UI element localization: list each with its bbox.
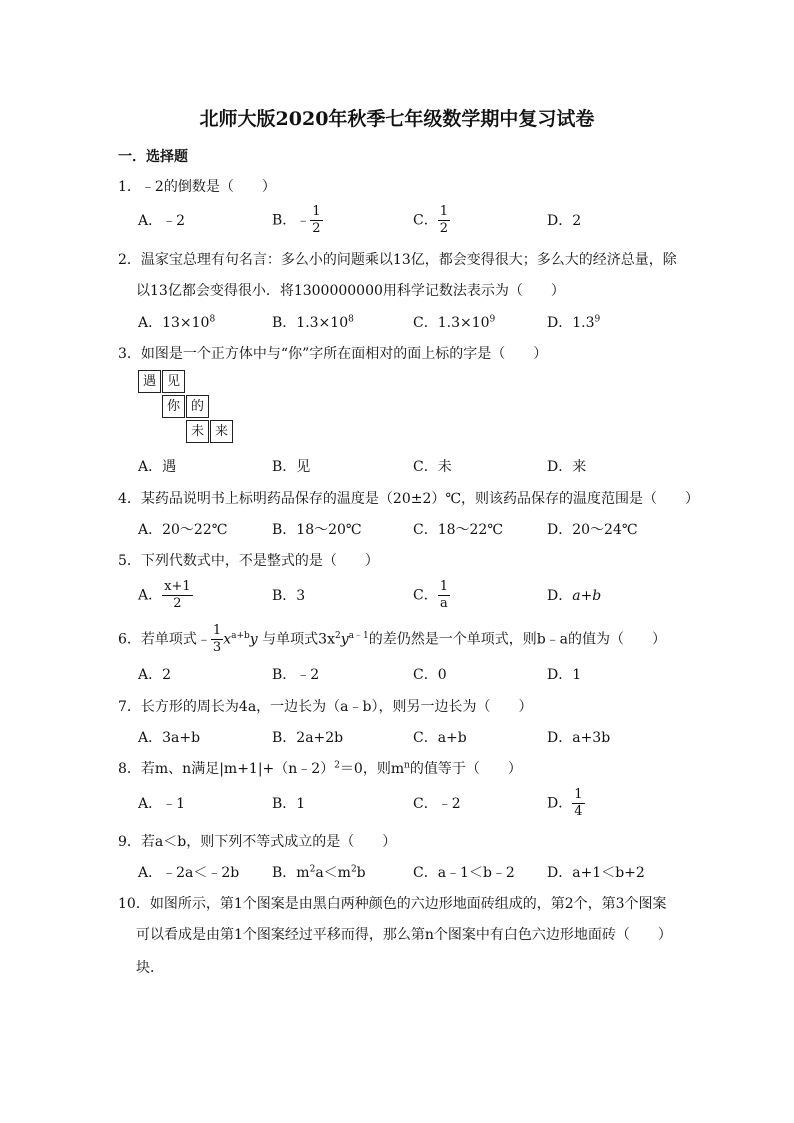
net-cell-5: 未 — [186, 420, 209, 443]
q5-option-a-prefix: A． — [138, 587, 163, 604]
q5-option-d-prefix: D． — [547, 588, 573, 604]
q6-var-y: y — [249, 631, 258, 648]
q8-stem-part3: 的值等于（ ） — [409, 761, 522, 777]
q2-option-c-exponent: 9 — [489, 314, 496, 325]
q8-option-b: B．1 — [272, 796, 306, 812]
q6-option-c: C．0 — [413, 667, 447, 683]
q6-x2-exponent: 2 — [334, 630, 341, 641]
q1-option-b-fraction — [310, 204, 322, 237]
question-7-stem: 7．长方形的周长为4a，一边长为（a﹣b），则另一边长为（ ） — [118, 699, 533, 715]
question-2-stem-line2: 以13亿都会变得很小．将1300000000用科学记数法表示为（ ） — [136, 283, 565, 299]
q9-option-b-exp1: 2 — [309, 864, 316, 875]
q2-option-b-exponent: 8 — [348, 314, 354, 325]
question-5-stem: 5．下列代数式中，不是整式的是（ ） — [118, 553, 379, 569]
q5-option-a — [138, 579, 193, 612]
q8-option-c: C．﹣2 — [413, 796, 461, 812]
q9-option-b-part3: b — [356, 865, 366, 881]
q6-var-x: x — [223, 631, 232, 648]
q6-fraction — [211, 623, 223, 656]
q9-option-b-part2: a＜m — [315, 865, 351, 881]
q2-option-c-base: C．1.3×10 — [413, 315, 490, 331]
q5-option-c-fraction — [438, 579, 450, 612]
q1-option-c-prefix: C． — [413, 212, 438, 229]
q3-option-a: A．遇 — [138, 459, 177, 475]
q2-option-c — [413, 312, 495, 332]
fraction-numerator: 1 — [439, 204, 448, 219]
q2-option-a-exponent: 8 — [209, 314, 216, 325]
q6-option-a: A．2 — [138, 667, 172, 683]
q3-option-d: D．来 — [547, 459, 587, 475]
fraction-numerator: 1 — [312, 204, 321, 219]
question-6-stem — [118, 623, 666, 656]
q1-option-c-fraction — [438, 204, 450, 237]
q4-option-d: D．20～24℃ — [547, 522, 638, 538]
q5-option-c-prefix: C． — [413, 587, 438, 604]
q4-option-b: B．18～20℃ — [272, 522, 362, 538]
q9-option-b-part1: B．m — [272, 865, 310, 881]
question-8-stem — [118, 758, 522, 778]
question-10-stem-line3: 块． — [136, 960, 164, 976]
question-1-stem: 1．﹣2的倒数是（ ） — [118, 179, 276, 195]
q9-option-c: C．a﹣1＜b﹣2 — [413, 865, 515, 881]
q6-var-y2: y — [340, 631, 349, 648]
q7-option-c: C．a+b — [413, 730, 467, 746]
net-cell-6: 来 — [210, 420, 233, 443]
question-10-stem-line1: 10．如图所示，第1个图案是由黑白两种颜色的六边形地面砖组成的，第2个，第3个图案 — [118, 896, 667, 912]
q5-option-d — [547, 585, 601, 605]
q9-option-b-exp2: 2 — [350, 864, 357, 875]
question-3-stem: 3．如图是一个正方体中与“你”字所在面相对的面上标的字是（ ） — [118, 346, 548, 362]
page-title: 北师大版2020年秋季七年级数学期中复习试卷 — [199, 108, 595, 130]
q6-stem-part1: 6．若单项式﹣ — [118, 631, 211, 648]
q7-option-d: D．a+3b — [547, 730, 611, 746]
fraction-denominator: 3 — [212, 640, 222, 655]
cube-net-figure — [138, 370, 238, 444]
q6-y2-exponent: a﹣1 — [348, 630, 369, 641]
question-2-stem-line1: 2．温家宝总理有句名言：多么小的问题乘以13亿，都会变得很大；多么大的经济总量，除 — [118, 252, 677, 268]
q6-option-b: B．﹣2 — [272, 667, 320, 683]
q8-option-d-fraction — [572, 787, 584, 820]
q5-option-c — [413, 579, 450, 612]
q2-option-d-exponent: 9 — [594, 314, 601, 325]
fraction-denominator: 4 — [574, 804, 583, 819]
q8-stem-part2: ＝0，则m — [339, 761, 405, 777]
question-9-stem: 9．若a＜b，则下列不等式成立的是（ ） — [118, 834, 397, 850]
q8-exponent-n: n — [404, 760, 410, 771]
q1-option-b-prefix: B．﹣ — [272, 212, 311, 229]
fraction-denominator: 2 — [173, 596, 182, 611]
net-cell-3: 你 — [162, 395, 185, 418]
q3-option-c: C．未 — [413, 459, 452, 475]
q2-option-b — [272, 312, 354, 332]
net-cell-2: 见 — [162, 370, 185, 393]
q9-option-d: D．a+1＜b+2 — [547, 865, 645, 881]
q9-option-a: A．﹣2a＜﹣2b — [138, 865, 240, 881]
q8-option-a: A．﹣1 — [138, 796, 186, 812]
q8-exponent: 2 — [334, 760, 340, 771]
section-heading: 一．选择题 — [118, 149, 188, 165]
q2-option-a-base: A．13×10 — [138, 315, 210, 331]
question-4-stem: 4．某药品说明书上标明药品保存的温度是（20±2）℃，则该药品保存的温度范围是（ ） — [118, 491, 700, 507]
q6-stem-part3: 的差仍然是一个单项式，则b﹣a的值为（ ） — [368, 631, 667, 648]
fraction-numerator: 1 — [212, 623, 222, 638]
q5-option-a-fraction — [162, 579, 193, 612]
q2-option-b-base: B．1.3×10 — [272, 315, 349, 331]
q8-option-d — [547, 787, 585, 820]
q5-option-d-expression: a+b — [572, 588, 602, 604]
q6-x-exponent: a+b — [231, 630, 250, 641]
q1-option-a: A．﹣2 — [138, 213, 186, 229]
fraction-denominator: 2 — [439, 221, 448, 236]
q4-option-a: A．20～22℃ — [138, 522, 228, 538]
q3-option-b: B．见 — [272, 459, 311, 475]
q8-option-d-prefix: D． — [547, 795, 573, 812]
q6-option-d: D．1 — [547, 667, 582, 683]
q2-option-d — [547, 312, 600, 332]
net-cell-4: 的 — [186, 395, 209, 418]
fraction-numerator: x+1 — [164, 579, 191, 594]
q6-stem-part2: 与单项式3x — [262, 631, 335, 648]
q2-option-a — [138, 312, 215, 332]
q1-option-b — [272, 204, 323, 237]
q4-option-c: C．18～22℃ — [413, 522, 504, 538]
q7-option-a: A．3a+b — [138, 730, 201, 746]
question-10-stem-line2: 可以看成是由第1个图案经过平移而得，那么第n个图案中有白色六边形地面砖（ ） — [136, 927, 672, 943]
fraction-numerator: 1 — [574, 787, 583, 802]
q5-option-b: B．3 — [272, 588, 306, 604]
fraction-denominator: a — [439, 596, 448, 611]
net-cell-1: 遇 — [138, 370, 161, 393]
q2-option-d-base: D．1.3 — [547, 315, 595, 331]
fraction-numerator: 1 — [439, 579, 448, 594]
q1-option-c — [413, 204, 450, 237]
fraction-denominator: 2 — [312, 221, 321, 236]
q1-option-d: D．2 — [547, 213, 582, 229]
q9-option-b — [272, 862, 366, 882]
q8-stem-part1: 8．若m、n满足|m+1|+（n﹣2） — [118, 761, 335, 777]
q7-option-b: B．2a+2b — [272, 730, 344, 746]
